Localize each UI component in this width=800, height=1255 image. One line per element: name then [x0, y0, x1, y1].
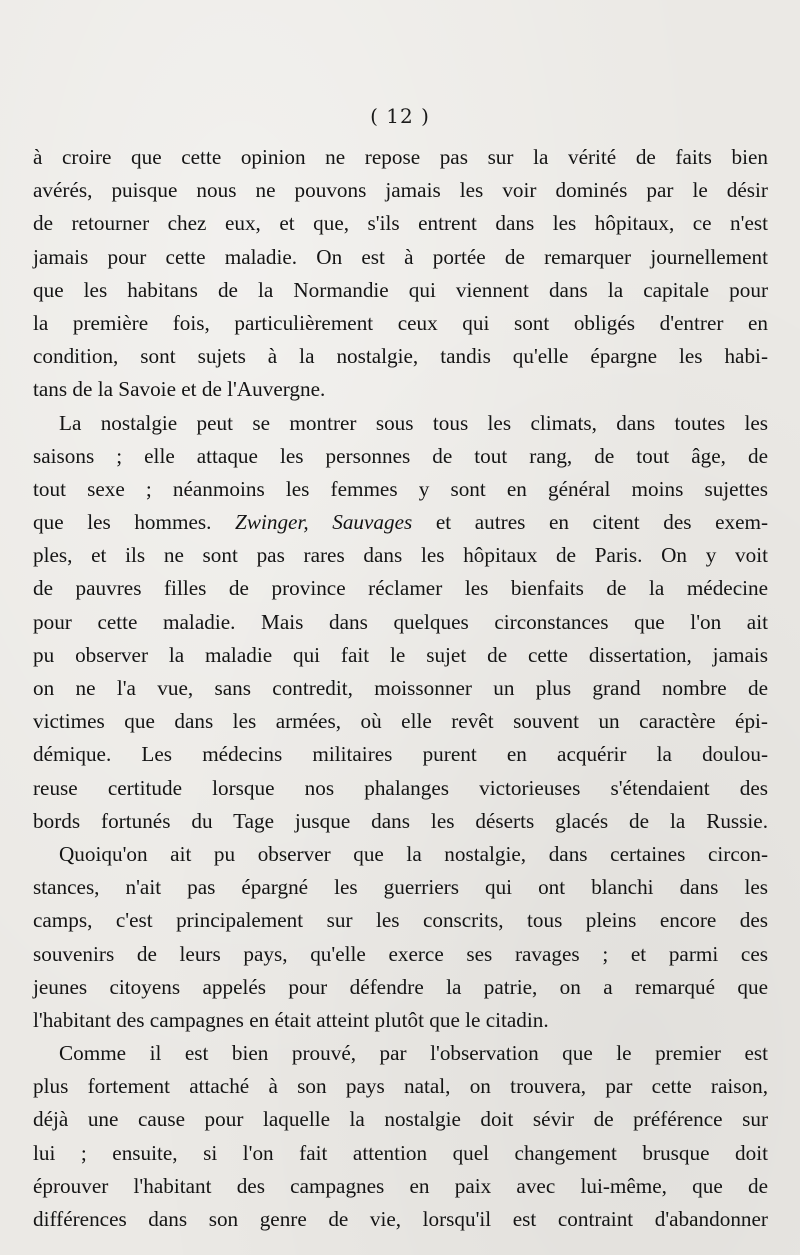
text-line: que les habitans de la Normandie qui viennent dans la capitale pour: [33, 277, 768, 302]
text-line: victimes que dans les armées, où elle revêt souvent un caractère épi-: [33, 709, 768, 734]
text-line: camps, c'est principalement sur les conscrits, tous pleins encore des: [33, 908, 768, 933]
paragraph-2: [33, 407, 768, 838]
text-line: Quoiqu'on ait pu observer que la nostalgie, dans certaines circon-: [59, 841, 768, 866]
text-line: avérés, puisque nous ne pouvons jamais les voir dominés par le désir: [33, 178, 768, 203]
text-line: tout sexe ; néanmoins les femmes y sont en général moins sujettes: [33, 476, 768, 501]
text-line: la première fois, particulièrement ceux qui sont obligés d'entrer en: [33, 310, 768, 335]
body-text: [33, 141, 768, 1236]
text-line: l'habitant des campagnes en était atteint plutôt que le citadin.: [33, 1007, 549, 1032]
text-segment: que les hommes.: [33, 510, 212, 535]
text-line: La nostalgie peut se montrer sous tous les climats, dans toutes les: [59, 410, 768, 435]
text-line: de retourner chez eux, et que, s'ils entrent dans les hôpitaux, ce n'est: [33, 211, 768, 236]
text-line: bords fortunés du Tage jusque dans les déserts glacés de la Russie.: [33, 808, 768, 833]
text-line: tans de la Savoie et de l'Auvergne.: [33, 377, 326, 402]
text-segment: et autres en citent des exem-: [435, 510, 769, 535]
text-line: plus fortement attaché à son pays natal, on trouvera, par cette raison,: [33, 1074, 768, 1099]
text-line: déjà une cause pour laquelle la nostalgie doit sévir de préférence sur: [33, 1107, 768, 1132]
text-line: on ne l'a vue, sans contredit, moissonner un plus grand nombre de: [33, 676, 768, 700]
text-line: stances, n'ait pas épargné les guerriers qui ont blanchi dans les: [33, 875, 768, 900]
text-line: pu observer la maladie qui fait le sujet de cette dissertation, jamais: [33, 642, 768, 667]
paragraph-3: [33, 838, 768, 1037]
text-line-with-italics: [33, 506, 768, 539]
text-line: jeunes citoyens appelés pour défendre la patrie, on a remarqué que: [33, 974, 768, 999]
text-line: éprouver l'habitant des campagnes en paix avec lui-même, que de: [33, 1173, 768, 1198]
text-line: reuse certitude lorsque nos phalanges victorieuses s'étendaient des: [33, 775, 768, 800]
text-line: ples, et ils ne sont pas rares dans les hôpitaux de Paris. On y voit: [33, 543, 768, 568]
text-line: démique. Les médecins militaires purent en acquérir la doulou-: [33, 742, 768, 767]
text-line: jamais pour cette maladie. On est à portée de remarquer journellement: [33, 244, 768, 269]
text-line: lui ; ensuite, si l'on fait attention quel changement brusque doit: [33, 1140, 768, 1165]
text-line: Comme il est bien prouvé, par l'observation que le premier est: [59, 1041, 768, 1066]
page-number: ( 12 ): [370, 104, 430, 128]
text-line: à croire que cette opinion ne repose pas sur la vérité de faits bien: [33, 145, 768, 169]
text-line: pour cette maladie. Mais dans quelques circonstances que l'on ait: [33, 609, 768, 634]
paragraph-1: [33, 141, 768, 407]
text-line: condition, sont sujets à la nostalgie, tandis qu'elle épargne les habi-: [33, 344, 768, 369]
text-line: différences dans son genre de vie, lorsqu'il est contraint d'abandonner: [33, 1207, 768, 1231]
text-line: saisons ; elle attaque les personnes de tout rang, de tout âge, de: [33, 443, 768, 468]
text-line: souvenirs de leurs pays, qu'elle exerce ses ravages ; et parmi ces: [33, 941, 768, 966]
paragraph-4: [33, 1037, 768, 1236]
text-line: de pauvres filles de province réclamer les bienfaits de la médecine: [33, 576, 768, 601]
italic-names: Zwinger, Sauvages: [235, 510, 413, 535]
